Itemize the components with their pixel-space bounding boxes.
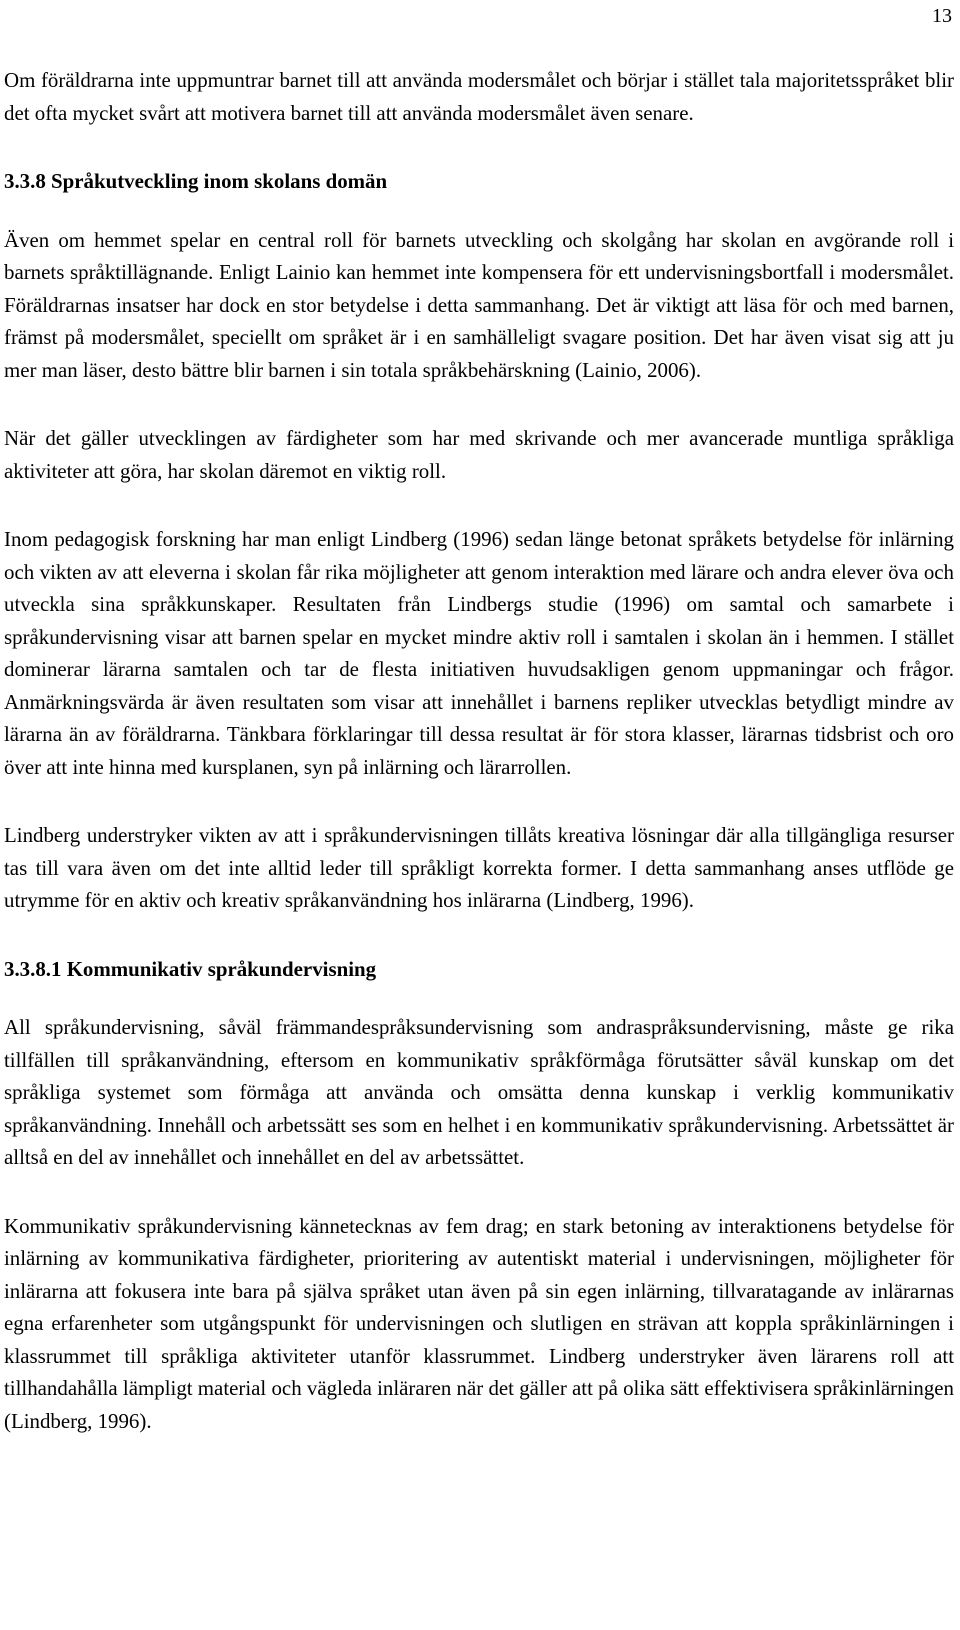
paragraph-2: Även om hemmet spelar en central roll för barnets utveckling och skolgång har skolan en avgörande roll i barnets språktillägnande. Enligt Lainio kan hemmet inte kompensera för ett undervisningsbortfall i modersmålet. Föräldrarnas insatser har dock en stor betydelse i detta sammanhang. Det är viktigt att läsa för och med barnen, främst på modersmålet, speciellt om språket är i en samhälleligt svagare position. Det har även visat sig att ju mer man läser, desto bättre blir barnen i sin totala språkbehärskning (Lainio, 2006). [4, 227, 954, 382]
paragraph-3: När det gäller utvecklingen av färdigheter som har med skrivande och mer avancerade muntliga språkliga aktiviteter att göra, har skolan däremot en viktig roll. [4, 426, 954, 483]
section-title: Språkutveckling inom skolans domän [51, 169, 388, 193]
section-number: 3.3.8 [4, 169, 46, 193]
subsection-title: Kommunikativ språkundervisning [66, 956, 377, 981]
section-heading-3-3-8-1 [4, 953, 954, 986]
paragraph-1: Om föräldrarna inte uppmuntrar barnet till att använda modersmålet och börjar i stället tala majoritetsspråket blir det ofta mycket svårt att motivera barnet till att använda modersmålet även senare. [4, 68, 954, 125]
paragraph-7: Kommunikativ språkundervisning kännetecknas av fem drag; en stark betoning av interaktionens betydelse för inlärning av kommunikativa färdigheter, prioritering av autentiskt material i undervisningen, möjligheter för inlärarna att fokusera inte bara på själva språket utan även på sin egen inlärning, tillvaratagande av inlärarnas egna erfarenheter som utgångspunkt för undervisningen och slutligen en strävan att koppla språkinlärningen i klassrummet till språkliga aktiviteter utanför klassrummet. Lindberg understryker även lärarens roll att tillhandahålla lämpligt material och vägleda inläraren när det gäller att på olika sätt effektivisera språkinlärningen (Lindberg, 1996). [4, 1213, 954, 1433]
paragraph-6: All språkundervisning, såväl främmandespråksundervisning som andraspråksundervisning, måste ge rika tillfällen till språkanvändning, eftersom en kommunikativ språkförmåga förutsätter såväl kunskap om det språkliga systemet som förmåga att använda och omsätta denna kunskap i verklig kommunikativ språkanvändning. Innehåll och arbetssätt ses som en helhet i en kommunikativ språkundervisning. Arbetssättet är alltså en del av innehållet och innehållet en del av arbetssättet. [4, 1015, 954, 1169]
page-number: 13 [932, 5, 952, 27]
section-heading-3-3-8 [4, 165, 954, 198]
subsection-number: 3.3.8.1 [4, 956, 62, 981]
document-body [4, 64, 954, 1437]
paragraph-5: Lindberg understryker vikten av att i språkundervisningen tillåts kreativa lösningar där alla tillgängliga resurser tas till vara även om det inte alltid leder till språkligt korrekta former. I detta sammanhang anses utflöde ge utrymme för en aktiv och kreativ språkanvändning hos inlärarna (Lindberg, 1996). [4, 823, 954, 912]
paragraph-4: Inom pedagogisk forskning har man enligt Lindberg (1996) sedan länge betonat språkets betydelse för inlärning och vikten av att eleverna i skolan får rika möjligheter att genom interaktion med lärare och andra elever öva och utveckla sina språkkunskaper. Resultaten från Lindbergs studie (1996) om samtal och samarbete i språkundervisning visar att barnen spelar en mycket mindre aktiv roll i samtalen i skolan än i hemmen. I stället dominerar lärarna samtalen och tar de flesta initiativen huvudsakligen genom uppmaningar och frågor. Anmärkningsvärda är även resultaten som visar att innehållet i barnens repliker utvecklas betydligt mindre av lärarna än av föräldrarna. Tänkbara förklaringar till dessa resultat är för stora klasser, lärarnas tidsbrist och oro över att inte hinna med kursplanen, syn på inlärning och lärarrollen. [4, 527, 954, 779]
